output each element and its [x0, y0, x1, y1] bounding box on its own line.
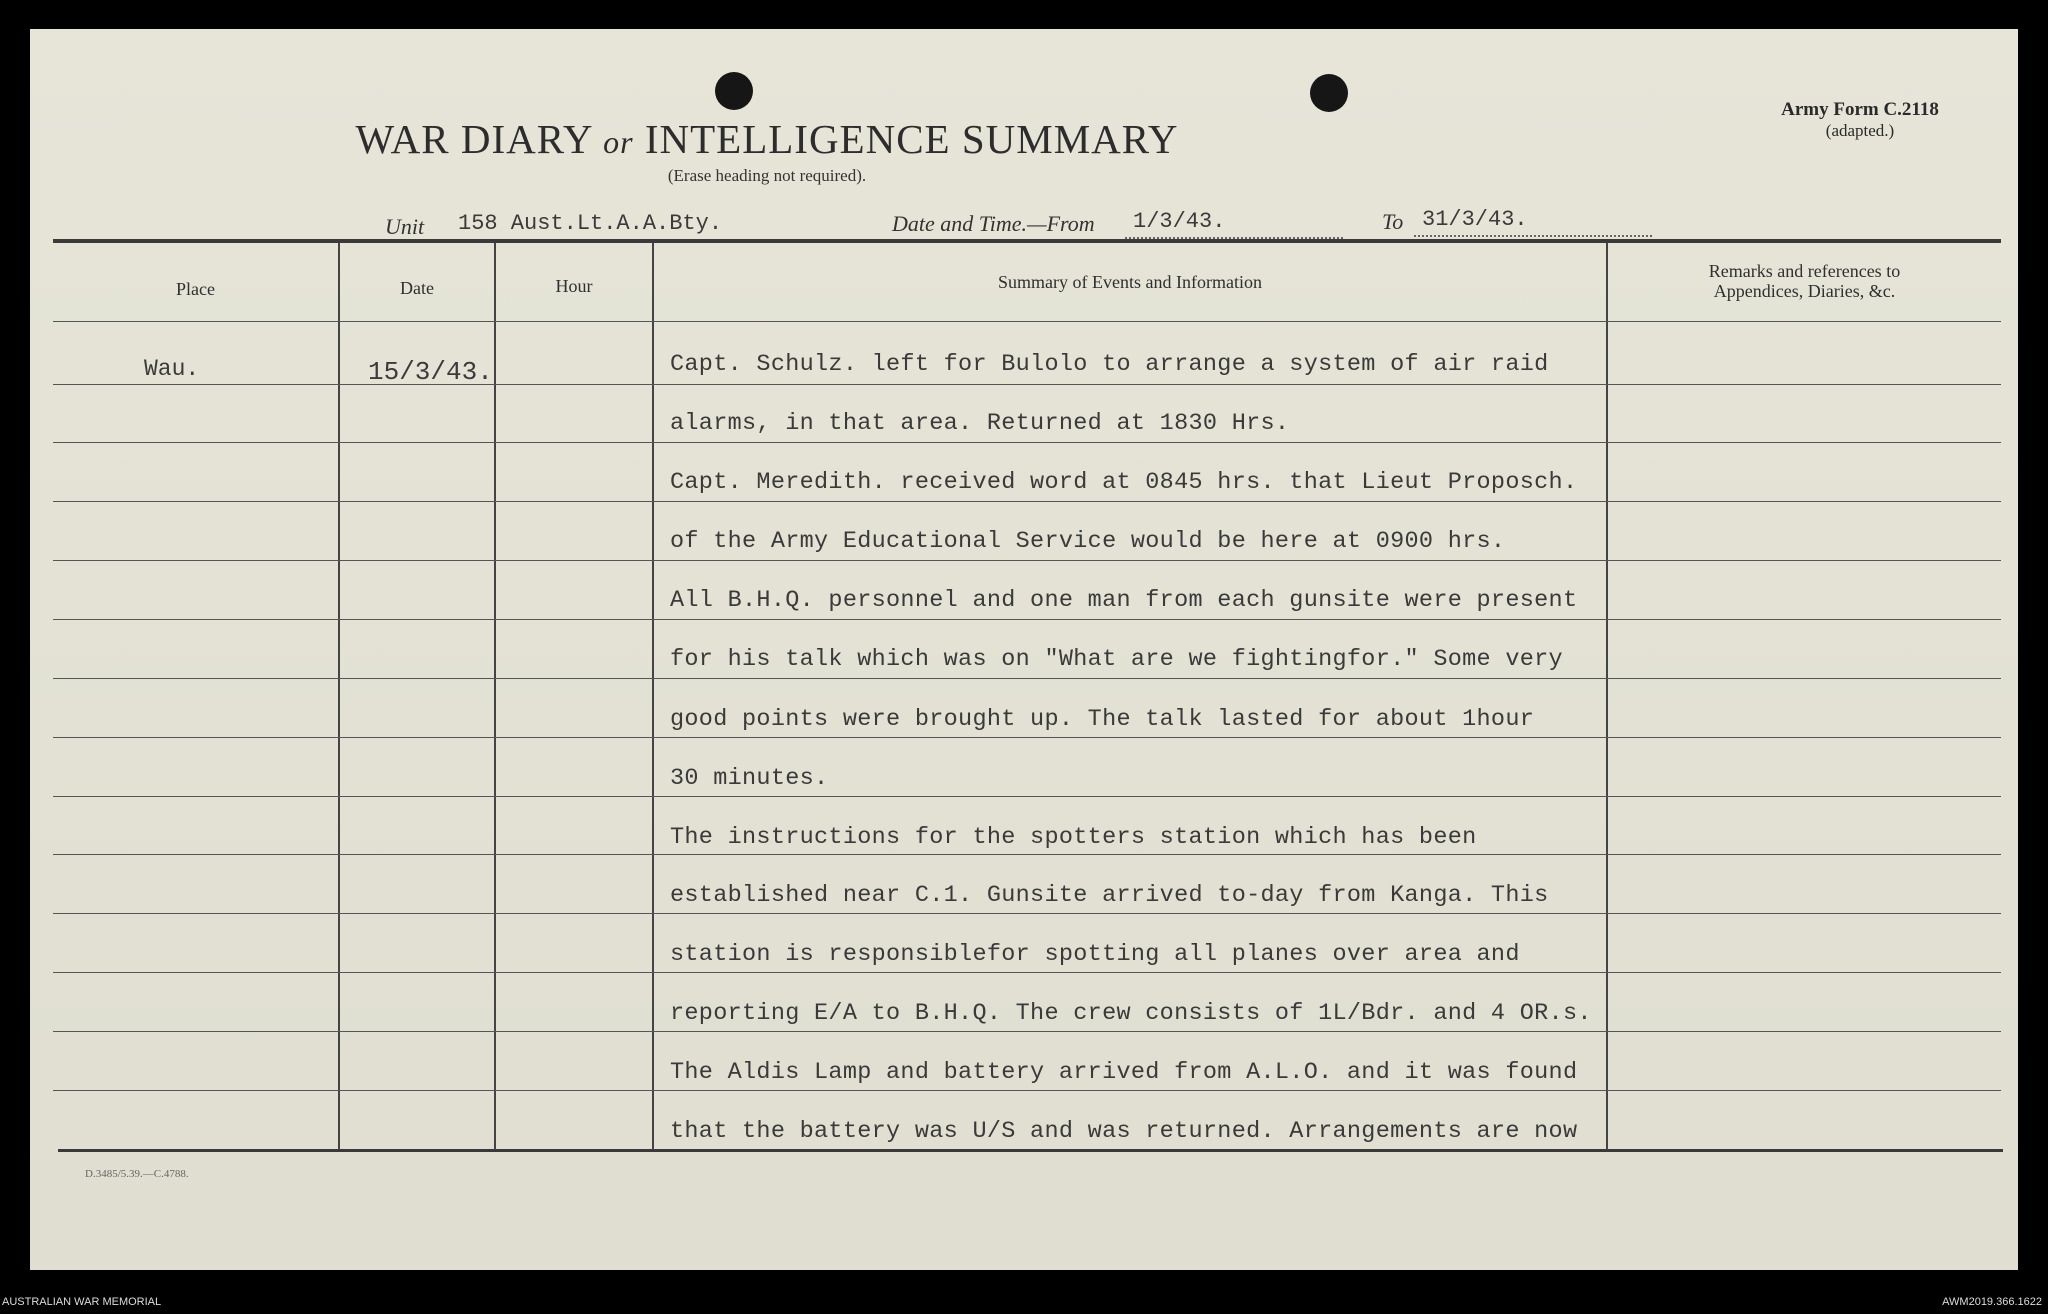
date-time-label: Date and Time.—From: [892, 211, 1095, 236]
punch-hole: [715, 72, 753, 110]
summary-line: good points were brought up. The talk lasted for about 1hour: [670, 706, 1535, 733]
ruled-line: [53, 501, 2001, 502]
summary-line: Capt. Schulz. left for Bulolo to arrange a system of air raid: [670, 351, 1549, 378]
table-top-rule: [53, 239, 2001, 243]
summary-line: that the battery was U/S and was returned. Arrangements are now: [670, 1118, 1578, 1145]
summary-line: All B.H.Q. personnel and one man from each gunsite were present: [670, 587, 1578, 614]
header-date: Date: [400, 278, 434, 298]
entry-place: Wau.: [144, 356, 200, 382]
header-summary: Summary of Events and Information: [998, 272, 1262, 292]
ruled-line: [53, 913, 2001, 914]
title-or: or: [603, 124, 634, 160]
form-number: Army Form C.2118: [1781, 99, 1939, 120]
column-divider: [494, 243, 496, 1150]
footer-institution: AUSTRALIAN WAR MEMORIAL: [2, 1296, 162, 1308]
footer-accession-number: AWM2019.366.1622: [1942, 1296, 2042, 1308]
to-date-value: 31/3/43.: [1414, 207, 1652, 237]
ruled-line: [53, 1090, 2001, 1091]
summary-line: for his talk which was on "What are we fightingfor." Some very: [670, 646, 1563, 673]
ruled-line: [53, 737, 2001, 738]
print-code: D.3485/5.39.—C.4788.: [85, 1168, 189, 1180]
header-place: Place: [176, 279, 215, 299]
ruled-line: [53, 560, 2001, 561]
header-remarks-line1: Remarks and references to: [1708, 261, 1901, 281]
column-divider: [652, 243, 654, 1150]
to-label: To: [1382, 209, 1404, 234]
ruled-line: [53, 854, 2001, 855]
ruled-line: [53, 972, 2001, 973]
page-title: [30, 115, 1504, 163]
header-remarks-line2: Appendices, Diaries, &c.: [1713, 281, 1896, 301]
form-adapted-note: (adapted.): [1825, 121, 1895, 140]
punch-hole: [1310, 74, 1348, 112]
header-hour: Hour: [555, 276, 593, 296]
title-intelligence-summary: INTELLIGENCE SUMMARY: [633, 116, 1179, 162]
unit-label: Unit: [385, 214, 425, 239]
summary-line: The Aldis Lamp and battery arrived from A.L.O. and it was found: [670, 1059, 1578, 1086]
summary-line: station is responsiblefor spotting all planes over area and: [670, 941, 1520, 968]
ruled-line: [53, 619, 2001, 620]
summary-line: 30 minutes.: [670, 765, 829, 792]
table-bottom-rule: [58, 1149, 2003, 1152]
column-divider: [338, 243, 340, 1150]
summary-line: of the Army Educational Service would be here at 0900 hrs.: [670, 528, 1506, 555]
ruled-line: [53, 678, 2001, 679]
summary-line: reporting E/A to B.H.Q. The crew consists of 1L/Bdr. and 4 OR.s.: [670, 1000, 1592, 1027]
summary-line: alarms, in that area. Returned at 1830 Hrs.: [670, 410, 1290, 437]
ruled-line: [53, 321, 2001, 322]
from-date-value: 1/3/43.: [1125, 209, 1343, 239]
ruled-line: [53, 442, 2001, 443]
summary-line: established near C.1. Gunsite arrived to-day from Kanga. This: [670, 882, 1549, 909]
ruled-line: [53, 384, 2001, 385]
unit-value: 158 Aust.Lt.A.A.Bty.: [428, 211, 830, 241]
summary-line: The instructions for the spotters station which has been: [670, 824, 1477, 851]
title-war-diary: WAR DIARY: [355, 116, 604, 162]
erase-note: (Erase heading not required).: [667, 166, 867, 185]
entry-date: 15/3/43.: [368, 357, 493, 387]
diary-page: [30, 29, 2018, 1270]
summary-line: Capt. Meredith. received word at 0845 hrs. that Lieut Proposch.: [670, 469, 1578, 496]
column-divider: [1606, 243, 1608, 1150]
ruled-line: [53, 1031, 2001, 1032]
ruled-line: [53, 796, 2001, 797]
